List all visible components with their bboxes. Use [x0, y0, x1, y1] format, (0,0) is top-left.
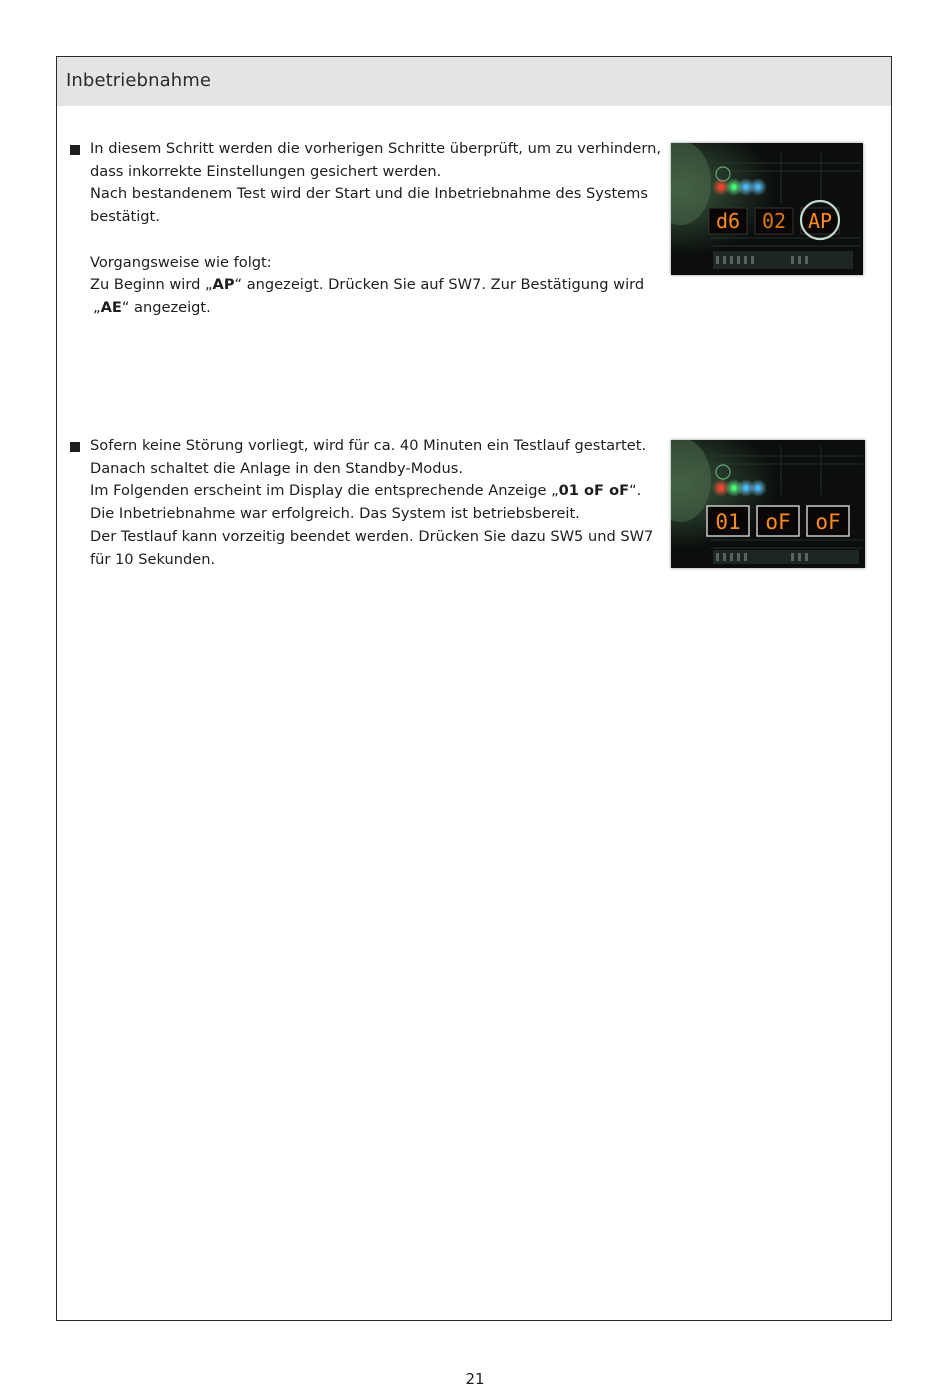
text-fragment: Zu Beginn wird „: [90, 276, 213, 294]
bullet-square-icon: [70, 442, 80, 452]
segment-display-1: 01: [715, 510, 741, 534]
segment-display-3: oF: [815, 510, 841, 534]
text-line: Die Inbetriebnahme war erfolgreich. Das System ist betriebsbereit.: [90, 505, 580, 523]
text-line: Nach bestandenem Test wird der Start und die Inbetriebnahme des Systems: [90, 185, 648, 203]
section-header: [57, 57, 891, 106]
display-code-ae: AE: [100, 298, 122, 316]
display-code-01-of-of: 01 oF oF: [558, 482, 630, 500]
text-line: [90, 297, 660, 320]
text-line: [90, 480, 660, 503]
text-line: Danach schaltet die Anlage in den Standby-Modus.: [90, 459, 463, 477]
text-line: Vorgangsweise wie folgt:: [90, 253, 272, 271]
text-line: Sofern keine Störung vorliegt, wird für ca. 40 Minuten ein Testlauf gestartet.: [90, 437, 647, 454]
text-fragment: “ angezeigt.: [121, 298, 211, 316]
text-line: bestätigt.: [90, 208, 160, 226]
instruction-text-2: [90, 435, 660, 571]
control-board-photo-2: [671, 440, 865, 568]
page-number: 21: [465, 1370, 485, 1388]
segment-display-2: 02: [761, 209, 787, 233]
control-board-photo-1: [671, 143, 863, 275]
text-fragment: “ angezeigt. Drücken Sie auf SW7. Zur Bestätigung wird: [234, 276, 645, 294]
instruction-text-1: [90, 138, 660, 320]
text-fragment: „: [93, 298, 101, 316]
text-line: [90, 274, 660, 297]
segment-display-3: AP: [807, 209, 833, 233]
text-fragment: “.: [629, 482, 642, 500]
display-code-ap: AP: [212, 276, 235, 294]
text-line: dass inkorrekte Einstellungen gesichert werden.: [90, 162, 442, 180]
text-line: für 10 Sekunden.: [90, 550, 216, 568]
content-frame: [56, 56, 892, 1321]
segment-display-1: d6: [715, 209, 741, 233]
section-title: Inbetriebnahme: [66, 70, 212, 91]
segment-display-2: oF: [765, 510, 791, 534]
text-line: In diesem Schritt werden die vorherigen Schritte überprüft, um zu verhindern,: [90, 140, 662, 157]
bullet-square-icon: [70, 145, 80, 155]
text-fragment: Im Folgenden erscheint im Display die entsprechende Anzeige „: [90, 482, 559, 500]
blank-line: [90, 229, 660, 252]
text-line: Der Testlauf kann vorzeitig beendet werden. Drücken Sie dazu SW5 und SW7: [90, 527, 654, 545]
